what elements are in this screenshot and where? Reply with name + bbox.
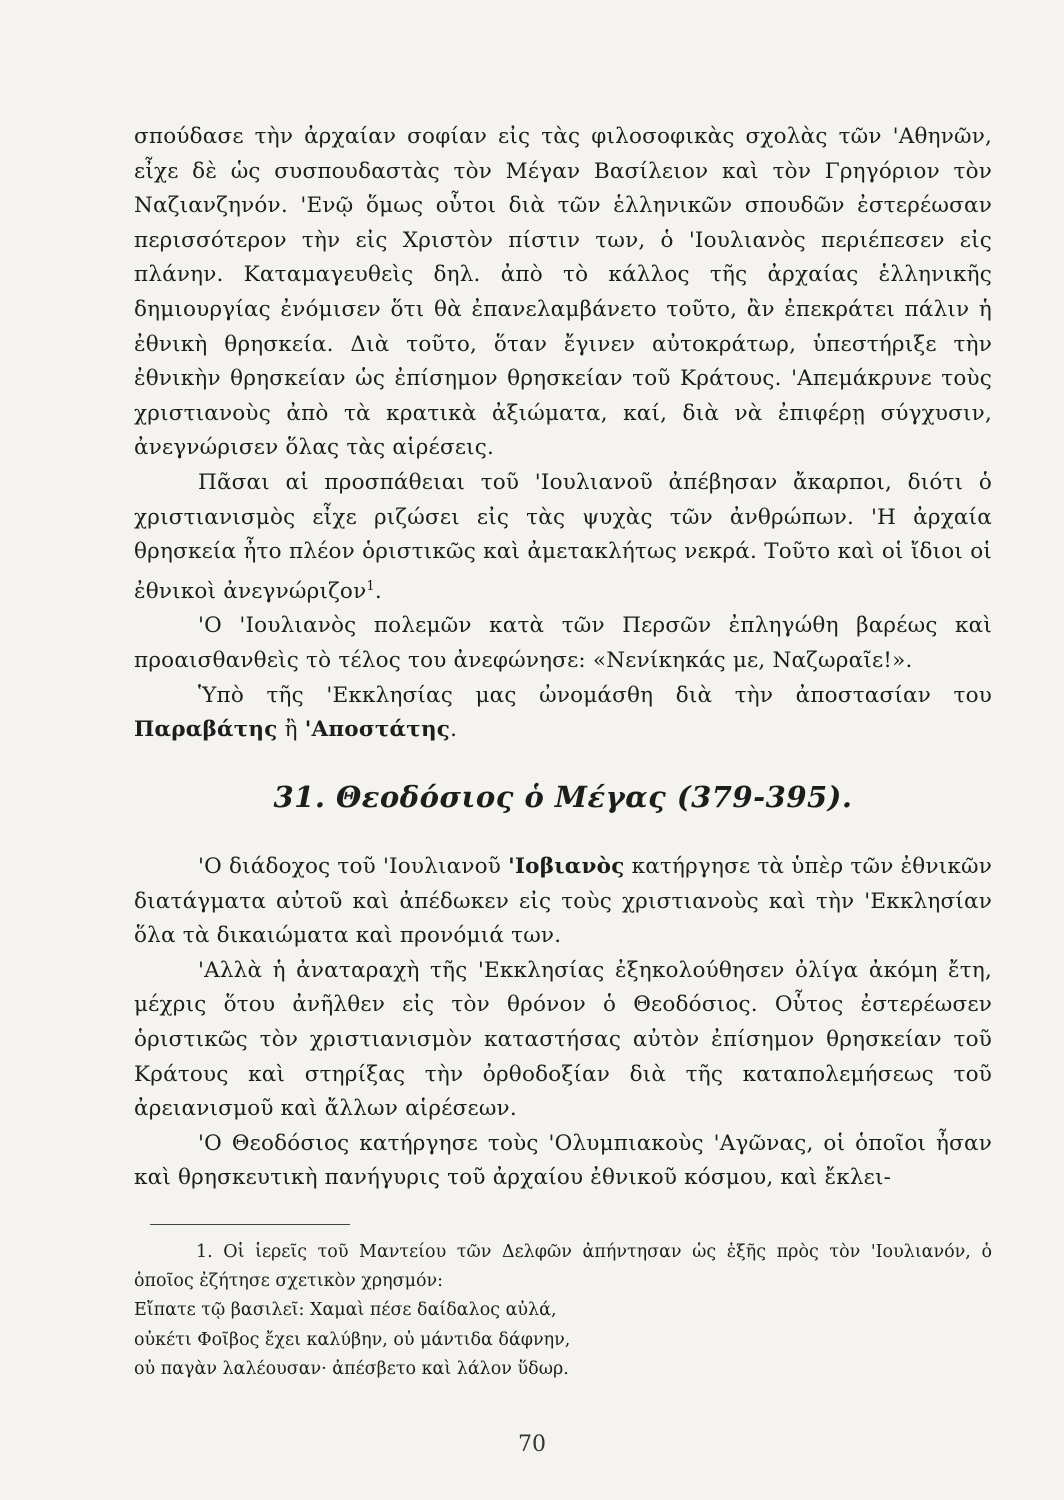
- page-number: 70: [518, 1432, 546, 1457]
- paragraph-2: Πᾶσαι αἱ προσπάθειαι τοῦ 'Ιουλιανοῦ ἀπέβησαν ἄκαρποι, διότι ὁ χριστιανισμὸς εἶχε ριζώσει εἰς τὰς ψυχὰς τῶν ἀνθρώπων. 'Η ἀρχαία θρησκεία ἦτο πλέον ὁριστικῶς καὶ ἀμετακλήτως νεκρά. Τοῦτο καὶ οἱ ἴδιοι οἱ ἐθνικοὶ ἀνεγνώριζον$^1$.: [134, 469, 992, 604]
- term-apostatis: 'Αποστάτης: [304, 717, 451, 743]
- footnote: [134, 1238, 992, 1385]
- footnote-verse-2: οὐκέτι Φοῖβος ἔχει καλύβην, οὐ μάντιδα δάφνην,: [134, 1329, 571, 1350]
- section-heading: 31. Θεοδόσιος ὁ Μέγας (379-395).: [273, 780, 853, 814]
- term-paravatis: Παραβάτης: [134, 717, 278, 743]
- paragraph-6: 'Αλλὰ ἡ ἀναταραχὴ τῆς 'Εκκλησίας ἐξηκολούθησεν ὀλίγα ἀκόμη ἔτη, μέχρις ὅτου ἀνῆλθεν εἰς τὸν θρόνον ὁ Θεοδόσιος. Οὗτος ἐστερέωσεν ὁριστικῶς τὸν χριστιανισμὸν καταστήσας αὐτὸν ἐπίσημον θρησκείαν τοῦ Κράτους καὶ στηρίξας τὴν ὀρθοδοξίαν διὰ τῆς καταπολεμήσεως τοῦ ἀρειανισμοῦ καὶ ἄλλων αἱρέσεων.: [134, 957, 992, 1122]
- footnote-text: 1. Οἱ ἱερεῖς τοῦ Μαντείου τῶν Δελφῶν ἀπήντησαν ὡς ἑξῆς πρὸς τὸν 'Ιουλιανόν, ὁ ὁποῖος ἐζήτησε σχετικὸν χρησμόν:: [134, 1242, 992, 1291]
- paragraph-4: Ὑπὸ τῆς 'Εκκλησίας μας ὠνομάσθη διὰ τὴν ἀποστασίαν του Παραβάτης ἢ 'Αποστάτης.: [134, 682, 992, 743]
- body-text-lower: [134, 850, 992, 1196]
- term-iovianos: 'Ιοβιανὸς: [508, 854, 625, 879]
- footnote-marker: 1: [366, 578, 375, 594]
- paragraph-3: 'Ο 'Ιουλιανὸς πολεμῶν κατὰ τῶν Περσῶν ἐπληγώθη βαρέως καὶ προαισθανθεὶς τὸ τέλος του ἀνεφώνησε: «Νενίκηκάς με, Ναζωραῖε!».: [134, 613, 992, 674]
- paragraph-7: 'Ο Θεοδόσιος κατήργησε τοὺς 'Ολυμπιακοὺς 'Αγῶνας, οἱ ὁποῖοι ἦσαν καὶ θρησκευτικὴ πανήγυρις τοῦ ἀρχαίου ἐθνικοῦ κόσμου, καὶ ἔκλει-: [134, 1130, 992, 1191]
- paragraph-1: σπούδασε τὴν ἀρχαίαν σοφίαν εἰς τὰς φιλοσοφικὰς σχολὰς τῶν 'Αθηνῶν, εἶχε δὲ ὡς συσπουδαστὰς τὸν Μέγαν Βασίλειον καὶ τὸν Γρηγόριον τὸν Ναζιανζηνόν. 'Ενῷ ὅμως οὗτοι διὰ τῶν ἑλληνικῶν σπουδῶν ἐστερέωσαν περισσότερον τὴν εἰς Χριστὸν πίστιν των, ὁ 'Ιουλιανὸς περιέπεσεν εἰς πλάνην. Καταμαγευθεὶς δηλ. ἀπὸ τὸ κάλλος τῆς ἀρχαίας ἑλληνικῆς δημιουργίας ἐνόμισεν ὅτι θὰ ἐπανελαμβάνετο τοῦτο, ἂν ἐπεκράτει πάλιν ἡ ἐθνικὴ θρησκεία. Διὰ τοῦτο, ὅταν ἔγινεν αὐτοκράτωρ, ὑπεστήριξε τὴν ἐθνικὴν θρησκείαν ὡς ἐπίσημον θρησκείαν τοῦ Κράτους. 'Απεμάκρυνε τοὺς χριστιανοὺς ἀπὸ τὰ κρατικὰ ἀξιώματα, καί, διὰ νὰ ἐπιφέρῃ σύγχυσιν, ἀνεγνώρισεν ὅλας τὰς αἱρέσεις.: [134, 124, 992, 461]
- footnote-divider: [150, 1224, 350, 1225]
- footnote-verse-1: Εἴπατε τῷ βασιλεῖ: Χαμαὶ πέσε δαίδαλος αὐλά,: [134, 1300, 557, 1320]
- footnote-verse-3: οὐ παγὰν λαλέουσαν· ἀπέσβετο καὶ λάλον ὕδωρ.: [134, 1359, 569, 1379]
- paragraph-5: 'Ο διάδοχος τοῦ 'Ιουλιανοῦ 'Ιοβιανὸς κατήργησε τὰ ὑπὲρ τῶν ἐθνικῶν διατάγματα αὐτοῦ καὶ ἀπέδωκεν εἰς τοὺς χριστιανοὺς καὶ τὴν 'Εκκλησίαν ὅλα τὰ δικαιώματα καὶ προνόμιά των.: [134, 854, 992, 949]
- body-text-upper: [134, 120, 992, 748]
